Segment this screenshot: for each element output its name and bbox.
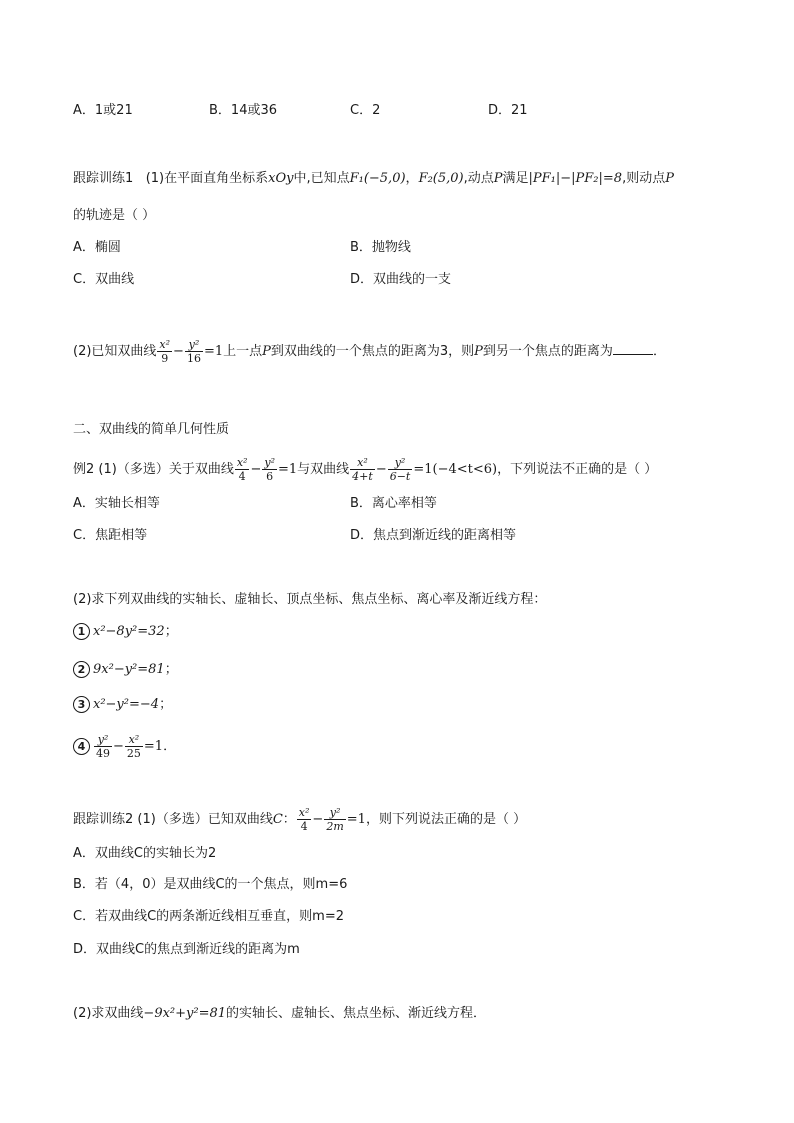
option-label: C． (73, 272, 96, 287)
circled-number: 2 (73, 661, 90, 678)
option-b (350, 494, 437, 514)
option-text: 1或21 (94, 103, 133, 118)
option-label: C． (73, 909, 96, 924)
option-a (73, 494, 160, 514)
text: 到双曲线的一个焦点的距离为3，则 (270, 344, 475, 359)
text: 与双曲线 (297, 462, 350, 477)
denominator: 9 (161, 352, 169, 365)
option-b (73, 875, 347, 895)
fraction (157, 338, 172, 365)
option-text: 若（4，0）是双曲线C的一个焦点，则m=6 (94, 877, 348, 892)
denominator: 25 (126, 747, 141, 760)
math: =1 (143, 739, 164, 754)
text: (2)求双曲线 (73, 1006, 144, 1021)
training1-part1 (73, 169, 674, 189)
math-condition: |PF₁|−|PF₂|=8 (528, 171, 623, 186)
fraction (94, 733, 112, 760)
option-label: D． (488, 103, 512, 118)
option-label: B． (350, 240, 372, 255)
math-p: P (493, 171, 503, 186)
numerator: x² (125, 733, 143, 747)
numerator: x² (159, 338, 171, 351)
text: ； (159, 697, 173, 712)
fraction (324, 806, 345, 833)
section-heading (73, 420, 229, 440)
text: ， (405, 171, 419, 186)
fraction (262, 456, 277, 483)
equation-item-2 (73, 660, 178, 680)
option-label: A． (73, 240, 95, 255)
option-text: 实轴长相等 (94, 496, 160, 511)
fraction (235, 456, 250, 483)
math: =1 (277, 462, 298, 477)
numerator: y² (185, 338, 203, 352)
denominator: 4 (300, 820, 308, 833)
text: 例2 (1)（多选）关于双曲线 (73, 462, 234, 477)
training1-title: 跟踪训练1 (73, 171, 134, 186)
numerator: y² (324, 806, 345, 820)
option-label: B． (350, 496, 372, 511)
text: ： (282, 812, 296, 827)
text: ,则动点 (622, 171, 666, 186)
fraction (185, 338, 203, 365)
option-d (350, 270, 451, 290)
equation-item-4: 4 $\frac{\text{y²}}{49}$ − $\frac{\text{x²}}{25}$ =1． (73, 733, 176, 760)
math-f2: F₂(5,0) (418, 171, 464, 186)
option-text: 双曲线的一支 (373, 272, 452, 287)
fraction (297, 806, 312, 833)
numerator: y² (94, 733, 112, 747)
example2-part1: 例2 (1)（多选）关于双曲线 $\frac{\text{x²}}{4}$ − $\frac{\text{y²}}{6}$ =1与双曲线 $\frac{\text{x²}}{4+t}$ − $\frac{\text{y²}}{6-t}$ =1(−4<t<6)，下列说法不正确的是（ ） (73, 456, 658, 483)
option-c (350, 101, 380, 121)
option-text: 焦距相等 (95, 528, 148, 543)
text: ,动点 (463, 171, 494, 186)
circled-number: 4 (73, 738, 90, 755)
option-label: C． (350, 103, 373, 118)
option-text: 抛物线 (371, 240, 411, 255)
numerator: y² (388, 456, 413, 470)
option-label: A． (73, 496, 95, 511)
answer-blank (613, 342, 653, 355)
math-f1: F₁(−5,0) (349, 171, 406, 186)
text: ； (164, 624, 178, 639)
option-d (350, 526, 516, 546)
training2-part1: 跟踪训练2 (1)（多选）已知双曲线C： $\frac{\text{x²}}{4}$ − $\frac{\text{y²}}{2m}$ =1，则下列说法正确的是（ ） (73, 806, 527, 833)
numerator: x² (350, 456, 375, 470)
text: ，则下列说法正确的是（ ） (365, 812, 527, 827)
text: 满足 (502, 171, 529, 186)
option-a (73, 238, 121, 258)
text: ，下列说法不正确的是（ ） (497, 462, 658, 477)
text: (2)已知双曲线 (73, 344, 157, 359)
text: 上一点 (223, 344, 263, 359)
text: (2)求下列双曲线的实轴长、虚轴长、顶点坐标、焦点坐标、离心率及渐近线方程： (73, 592, 547, 607)
numerator: x² (298, 806, 310, 819)
training2-part2 (73, 1004, 486, 1024)
math-equation: 9x²−y²=81 (93, 662, 165, 677)
math: =1 (346, 812, 366, 827)
math-p: P (474, 344, 483, 359)
denominator: 4+t (352, 470, 373, 483)
option-label: A． (73, 846, 95, 861)
math-c: C (272, 812, 283, 827)
text: ． (163, 739, 177, 754)
option-b (209, 101, 277, 121)
option-d (73, 940, 300, 960)
fraction (388, 456, 413, 483)
denominator: 16 (186, 352, 201, 365)
option-text: 椭圆 (94, 240, 121, 255)
text: ； (164, 662, 178, 677)
option-label: A． (73, 103, 95, 118)
option-label: B． (73, 877, 95, 892)
option-text: 双曲线 (95, 272, 135, 287)
text: 的轨迹是（ ） (73, 208, 156, 223)
text: 的实轴长、虚轴长、焦点坐标、渐近线方程． (226, 1006, 487, 1021)
math-equation: −9x²+y²=81 (143, 1006, 227, 1021)
text: 跟踪训练2 (1)（多选）已知双曲线 (73, 812, 273, 827)
text: ． (652, 344, 666, 359)
circled-number: 1 (73, 623, 90, 640)
heading-text: 二、双曲线的简单几何性质 (73, 422, 230, 437)
denominator: 49 (96, 747, 110, 760)
math-equation: x²−8y²=32 (93, 624, 165, 639)
text: (1)在平面直角坐标系 (145, 171, 269, 186)
denominator: 2m (326, 820, 344, 833)
text: 到另一个焦点的距离为 (482, 344, 613, 359)
option-text: 2 (372, 103, 381, 118)
option-label: D． (350, 528, 374, 543)
numerator: y² (264, 456, 275, 469)
math-p: P (665, 171, 674, 186)
option-text: 双曲线C的焦点到渐近线的距离为m (96, 942, 300, 957)
math-coord: xOy (268, 171, 294, 186)
denominator: 6−t (389, 470, 411, 483)
option-c (73, 270, 134, 290)
option-label: B． (209, 103, 231, 118)
option-text: 14或36 (230, 103, 278, 118)
option-label: D． (350, 272, 374, 287)
training1-part2: (2)已知双曲线 $\frac{\text{x²}}{9}$ − $\frac{\text{y²}}{16}$ =1上一点P到双曲线的一个焦点的距离为3，则P到另一个焦点的距离为 ． (73, 338, 666, 365)
math-p: P (262, 344, 271, 359)
example2-part2-prompt (73, 590, 546, 610)
option-c (73, 907, 344, 927)
option-text: 离心率相等 (371, 496, 437, 511)
math-equation: x²−y²=−4 (93, 697, 160, 712)
option-text: 双曲线C的实轴长为2 (94, 846, 217, 861)
option-d (488, 101, 528, 121)
denominator: 6 (266, 470, 274, 483)
option-text: 21 (511, 103, 528, 118)
option-a (73, 101, 133, 121)
option-label: C． (73, 528, 96, 543)
option-label: D． (73, 942, 97, 957)
circled-number: 3 (73, 696, 90, 713)
math: =1(−4<t<6) (413, 462, 498, 477)
option-text: 焦点到渐近线的距离相等 (373, 528, 517, 543)
option-text: 若双曲线C的两条渐近线相互垂直，则m=2 (95, 909, 344, 924)
option-c (73, 526, 147, 546)
fraction (350, 456, 375, 483)
option-a (73, 844, 216, 864)
text: 中,已知点 (293, 171, 350, 186)
equation-item-1 (73, 622, 178, 642)
denominator: 4 (238, 470, 246, 483)
training1-part1-line2 (73, 206, 155, 226)
math: =1 (203, 344, 224, 359)
equation-item-3 (73, 695, 172, 715)
option-b (350, 238, 411, 258)
numerator: x² (236, 456, 248, 469)
fraction (125, 733, 143, 760)
